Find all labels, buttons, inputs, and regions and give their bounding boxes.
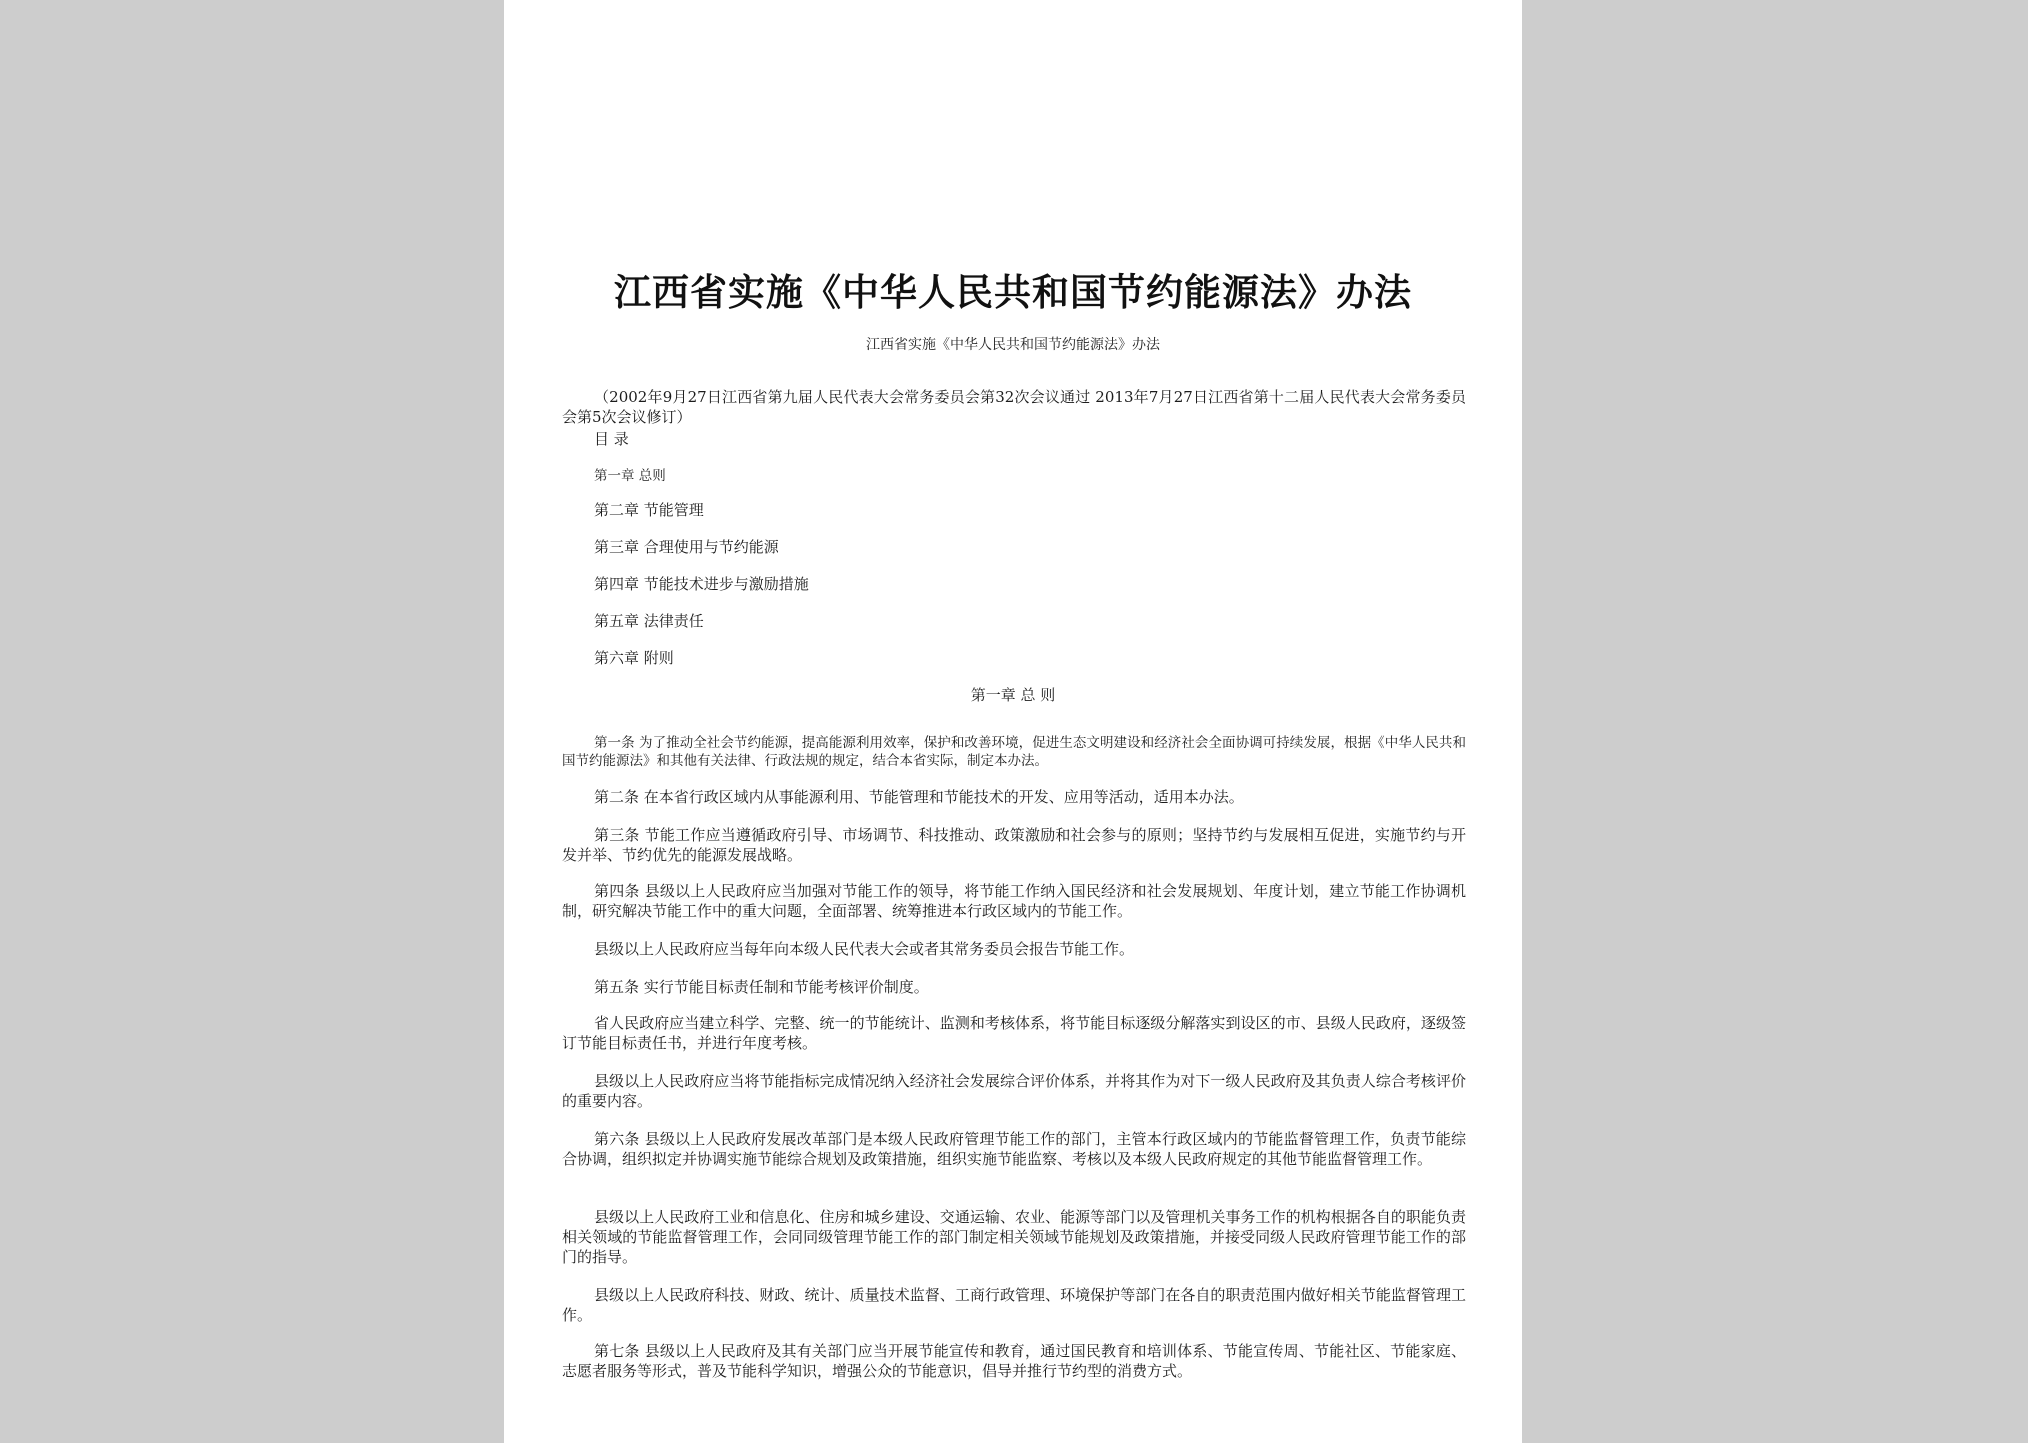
toc-item: 第五章 法律责任 [594, 612, 704, 630]
article-paragraph: 县级以上人民政府科技、财政、统计、质量技术监督、工商行政管理、环境保护等部门在各自的职责范围内做好相关节能监督管理工作。 [562, 1286, 1466, 1324]
article-paragraph: 第一条 为了推动全社会节约能源，提高能源利用效率，保护和改善环境，促进生态文明建设和经济社会全面协调可持续发展，根据《中华人民共和国节约能源法》和其他有关法律、行政法规的规定，结合本省实际，制定本办法。 [562, 734, 1466, 769]
article-paragraph: 省人民政府应当建立科学、完整、统一的节能统计、监测和考核体系，将节能目标逐级分解落实到设区的市、县级人民政府，逐级签订节能目标责任书，并进行年度考核。 [562, 1014, 1466, 1052]
document-title: 江西省实施《中华人民共和国节约能源法》办法 [614, 270, 1412, 314]
toc-item: 第四章 节能技术进步与激励措施 [594, 575, 809, 593]
article-paragraph: 第五条 实行节能目标责任制和节能考核评价制度。 [594, 978, 929, 996]
article-paragraph: 第二条 在本省行政区域内从事能源利用、节能管理和节能技术的开发、应用等活动，适用本办法。 [594, 788, 1244, 806]
article-paragraph: 县级以上人民政府应当每年向本级人民代表大会或者其常务委员会报告节能工作。 [594, 940, 1135, 958]
toc-item: 第三章 合理使用与节约能源 [594, 538, 779, 556]
document-subtitle: 江西省实施《中华人民共和国节约能源法》办法 [866, 337, 1160, 353]
article-paragraph: 第三条 节能工作应当遵循政府引导、市场调节、科技推动、政策激励和社会参与的原则；坚持节约与发展相互促进，实施节约与开发并举、节约优先的能源发展战略。 [562, 826, 1466, 864]
toc-heading: 目 录 [594, 430, 629, 448]
toc-item: 第二章 节能管理 [594, 501, 704, 519]
article-paragraph: 县级以上人民政府应当将节能指标完成情况纳入经济社会发展综合评价体系，并将其作为对下一级人民政府及其负责人综合考核评价的重要内容。 [562, 1072, 1466, 1110]
document-page [504, 0, 1522, 1443]
article-paragraph: 第四条 县级以上人民政府应当加强对节能工作的领导，将节能工作纳入国民经济和社会发展规划、年度计划，建立节能工作协调机制，研究解决节能工作中的重大问题，全面部署、统筹推进本行政区域内的节能工作。 [562, 882, 1466, 920]
chapter-heading: 第一章 总 则 [970, 686, 1056, 704]
article-paragraph: 县级以上人民政府工业和信息化、住房和城乡建设、交通运输、农业、能源等部门以及管理机关事务工作的机构根据各自的职能负责相关领域的节能监督管理工作，会同同级管理节能工作的部门制定相关领域节能规划及政策措施，并接受同级人民政府管理节能工作的部门的指导。 [562, 1208, 1466, 1266]
toc-item: 第一章 总则 [594, 468, 666, 484]
adoption-note: （2002年9月27日江西省第九届人民代表大会常务委员会第32次会议通过 2013年7月27日江西省第十二届人民代表大会常务委员会第5次会议修订） [562, 388, 1466, 426]
article-paragraph: 第六条 县级以上人民政府发展改革部门是本级人民政府管理节能工作的部门，主管本行政区域内的节能监督管理工作，负责节能综合协调，组织拟定并协调实施节能综合规划及政策措施，组织实施节能监察、考核以及本级人民政府规定的其他节能监督管理工作。 [562, 1130, 1466, 1168]
toc-item: 第六章 附则 [594, 649, 674, 667]
article-paragraph: 第七条 县级以上人民政府及其有关部门应当开展节能宣传和教育，通过国民教育和培训体系、节能宣传周、节能社区、节能家庭、志愿者服务等形式，普及节能科学知识，增强公众的节能意识，倡导并推行节约型的消费方式。 [562, 1342, 1466, 1380]
